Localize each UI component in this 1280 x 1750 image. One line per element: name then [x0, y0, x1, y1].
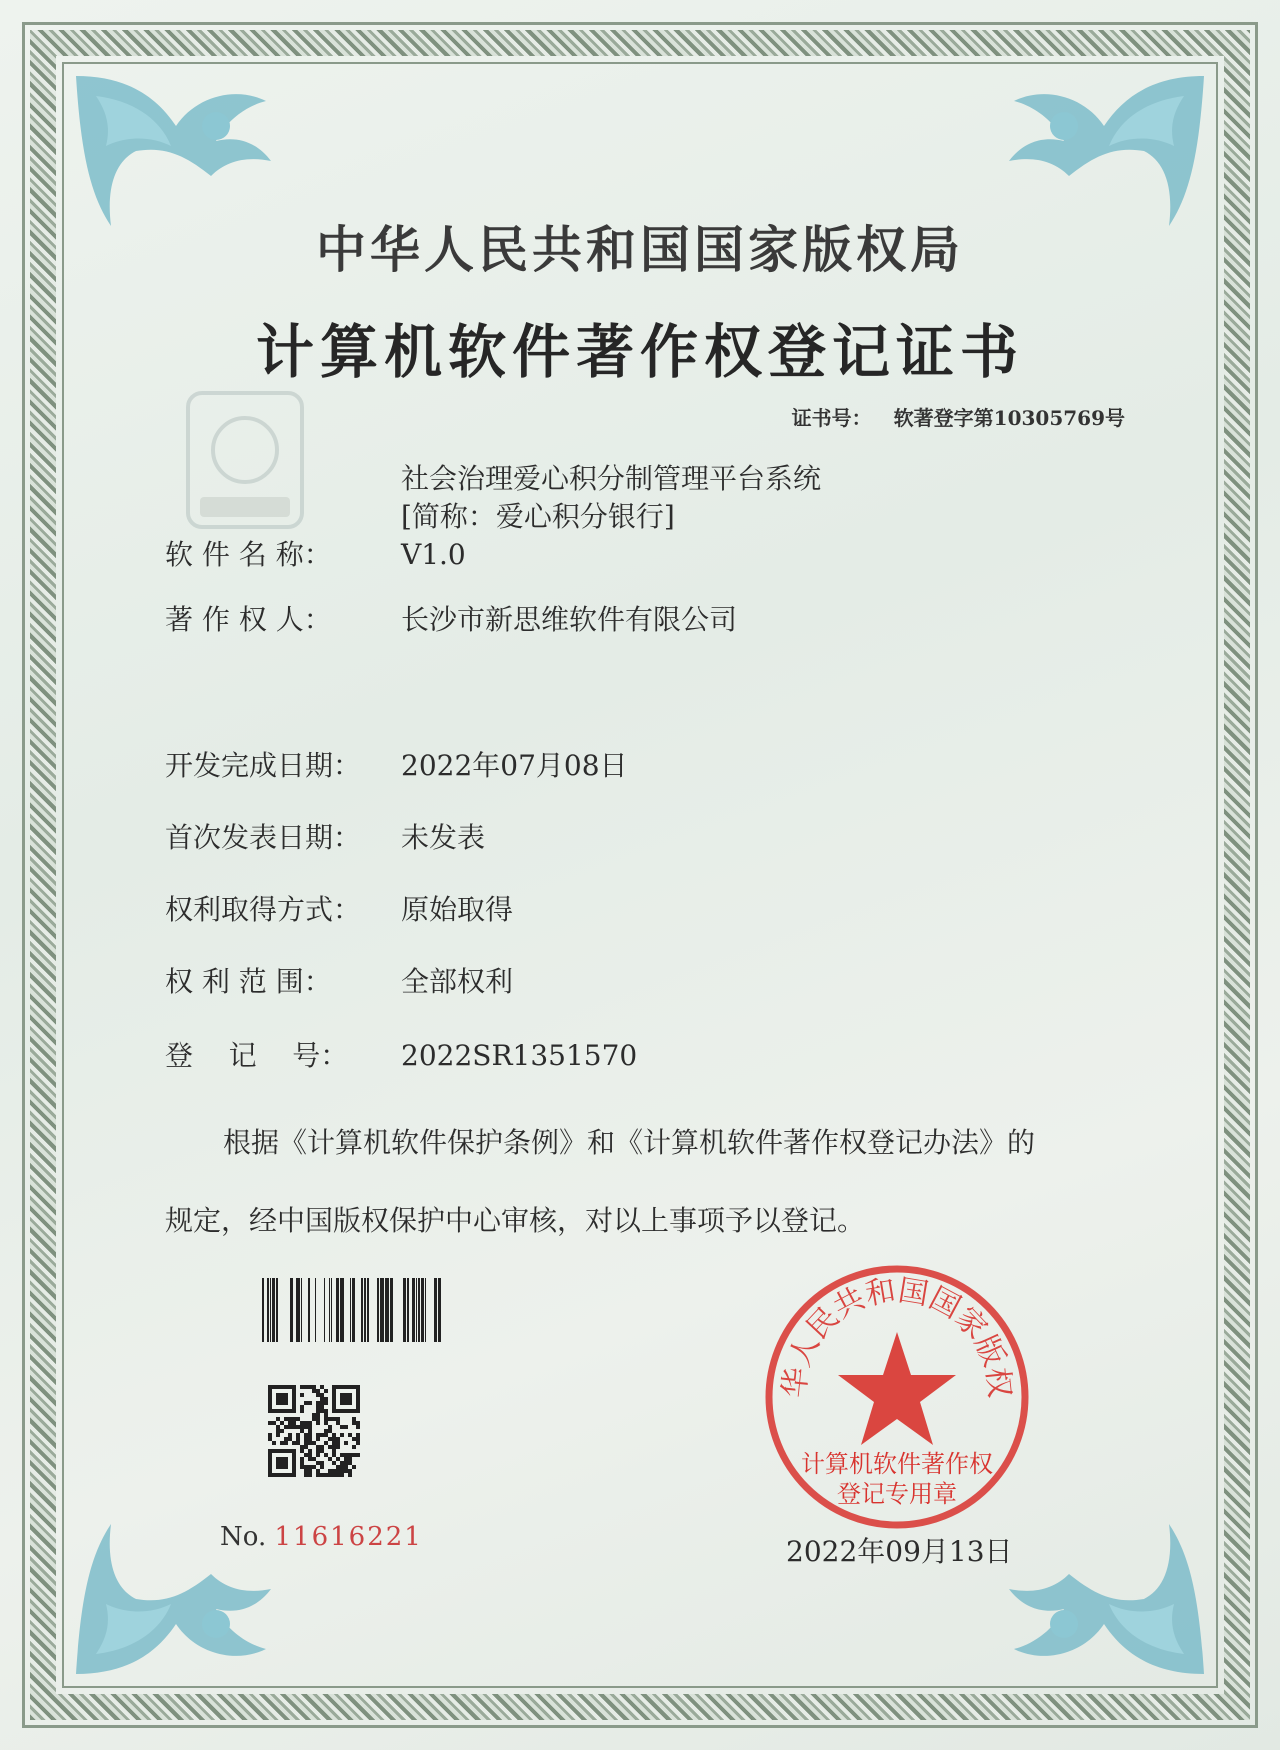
barcode — [262, 1278, 442, 1342]
copyright-owner-row — [165, 598, 737, 638]
issuing-authority: 中华人民共和国国家版权局 — [316, 220, 964, 279]
seal-ring-text: 华人民共和国国家版权 — [777, 1273, 1017, 1400]
software-name-label: 软 件 名 称： — [165, 538, 332, 571]
certificate-title: 计算机软件著作权登记证书 — [255, 318, 1024, 386]
seal-line1: 计算机软件著作权 — [801, 1450, 993, 1478]
dev-date-label: 开发完成日期： — [165, 749, 362, 782]
reg-no-label: 登 记 号： — [165, 1039, 349, 1072]
reg-no-value: 2022SR1351570 — [401, 1039, 638, 1072]
software-name-line1: 社会治理爱心积分制管理平台系统 — [401, 462, 822, 495]
serial-no-value: 11616221 — [274, 1522, 423, 1552]
issue-date: 2022年09月13日 — [786, 1535, 1013, 1568]
scope-value: 全部权利 — [401, 965, 514, 998]
acquire-value: 原始取得 — [401, 893, 514, 926]
dev-date-row — [165, 744, 628, 784]
statement-line2: 规定，经中国版权保护中心审核，对以上事项予以登记。 — [165, 1204, 866, 1237]
software-name-line2: [简称：爱心积分银行] — [401, 500, 675, 533]
serial-number — [220, 1522, 423, 1552]
serial-no-label: No. — [220, 1522, 267, 1552]
publish-date-label: 首次发表日期： — [165, 821, 362, 854]
statement — [165, 1104, 1145, 1260]
qr-code — [268, 1385, 360, 1477]
seal-star-icon — [838, 1332, 956, 1445]
scope-label: 权 利 范 围： — [165, 965, 332, 998]
publish-date-row — [165, 816, 485, 856]
reg-no-row — [165, 1034, 637, 1074]
statement-line1: 根据《计算机软件保护条例》和《计算机软件著作权登记办法》的 — [223, 1126, 1036, 1159]
scope-row — [165, 960, 513, 1000]
copyright-owner-label: 著 作 权 人： — [165, 603, 332, 636]
software-name-row — [165, 460, 821, 574]
software-name-line3: V1.0 — [401, 538, 466, 571]
copyright-owner-value: 长沙市新思维软件有限公司 — [401, 603, 738, 636]
dev-date-value: 2022年07月08日 — [401, 749, 628, 782]
software-name-value — [401, 460, 821, 574]
certificate-number — [792, 402, 1125, 431]
acquire-row — [165, 888, 513, 928]
publish-date-value: 未发表 — [401, 821, 486, 854]
acquire-label: 权利取得方式： — [165, 893, 362, 926]
cert-no-value: 软著登字第10305769号 — [893, 406, 1125, 430]
official-seal — [762, 1262, 1032, 1532]
seal-line2: 登记专用章 — [837, 1480, 957, 1508]
cert-no-label: 证书号： — [791, 406, 872, 430]
